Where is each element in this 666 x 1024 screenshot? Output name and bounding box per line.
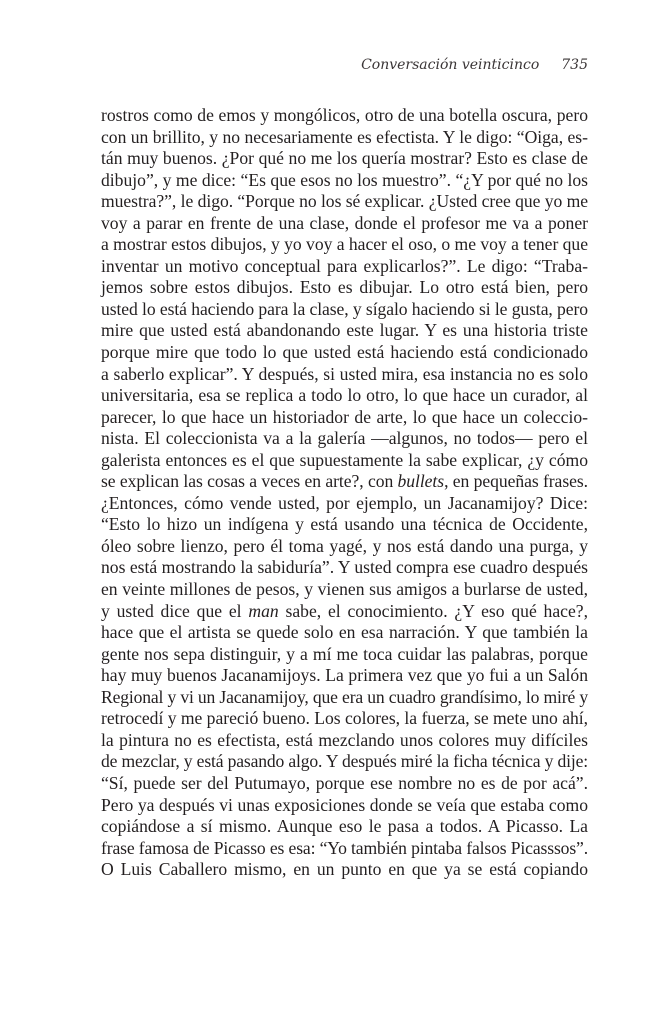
text-line: [101, 601, 588, 623]
text-run: , en pequeñas frases.: [444, 471, 588, 492]
text-run: “Esto lo hizo un indígena y está usando una técnica de Occidente,: [101, 514, 588, 535]
text-run: nos está mostrando la sabiduría”. Y usted compra ese cuadro después: [101, 557, 588, 578]
text-run: retrocedí y me pareció bueno. Los colores, la fuerza, se mete uno ahí,: [101, 708, 588, 729]
text-line: [101, 730, 588, 752]
text-line: [101, 859, 588, 881]
text-line: [101, 191, 588, 213]
text-line: [101, 644, 588, 666]
text-line: [101, 557, 588, 579]
text-line: [101, 148, 588, 170]
text-run: dibujo”, y me dice: “Es que esos no los muestro”. “¿Y por qué no los: [101, 169, 588, 190]
text-line: [101, 342, 588, 364]
text-line: [101, 127, 588, 149]
text-run: mire que usted está abandonando este lugar. Y es una historia triste: [101, 320, 588, 341]
text-line: [101, 428, 588, 450]
text-line: [101, 838, 588, 860]
text-run: jemos sobre estos dibujos. Esto es dibujar. Lo otro está bien, pero: [101, 277, 588, 298]
text-run: en veinte millones de pesos, y vienen sus amigos a burlarse de usted,: [101, 579, 588, 600]
text-run: gente nos sepa distinguir, y a mí me toca cuidar las palabras, porque: [101, 643, 588, 664]
text-run: a saberlo explicar”. Y después, si usted mira, esa instancia no es solo: [101, 363, 588, 384]
text-line: [101, 213, 588, 235]
text-line: [101, 773, 588, 795]
text-line: [101, 277, 588, 299]
text-run: “Sí, puede ser del Putumayo, porque ese nombre no es de por acá”.: [101, 772, 588, 793]
text-line: [101, 450, 588, 472]
text-run: y usted dice que el: [101, 600, 249, 621]
text-line: [101, 105, 588, 127]
text-run: Pero ya después vi unas exposiciones donde se veía que estaba como: [101, 794, 588, 815]
text-line: [101, 299, 588, 321]
text-run: parecer, lo que hace un historiador de arte, lo que hace un coleccio-: [101, 406, 588, 427]
text-line: [101, 364, 588, 386]
text-run: se explican las cosas a veces en arte?, con: [101, 471, 398, 492]
text-line: [101, 536, 588, 558]
text-run: la pintura no es efectista, está mezclando unos colores muy difíciles: [101, 729, 588, 750]
text-line: [101, 665, 588, 687]
text-run: hace que el artista se quede solo en esa narración. Y que también la: [101, 622, 588, 643]
text-line: [101, 407, 588, 429]
text-run: O Luis Caballero mismo, en un punto en que ya se está copiando: [101, 859, 588, 880]
text-run: a mostrar estos dibujos, y yo voy a hacer el oso, o me voy a tener que: [101, 234, 588, 255]
italic-term: man: [248, 600, 279, 621]
text-run: sabe, el conocimiento. ¿Y eso qué hace?,: [278, 600, 588, 621]
text-run: de mezclar, y está pasando algo. Y después miré la ficha técnica y dije:: [101, 751, 588, 772]
text-run: tán muy buenos. ¿Por qué no me los quería mostrar? Esto es clase de: [101, 148, 588, 169]
text-line: [101, 320, 588, 342]
text-run: galerista entonces es el que supuestamente la sabe explicar, ¿y cómo: [101, 449, 588, 470]
text-line: [101, 816, 588, 838]
text-line: [101, 708, 588, 730]
text-run: voy a parar en frente de una clase, donde el profesor me va a poner: [101, 212, 588, 233]
text-run: usted lo está haciendo para la clase, y sígalo haciendo si le gusta, pero: [101, 298, 588, 319]
running-head: [361, 57, 588, 73]
text-line: [101, 751, 588, 773]
body-text: [101, 105, 588, 881]
text-run: nista. El coleccionista va a la galería —algunos, no todos— pero el: [101, 428, 588, 449]
text-line: [101, 256, 588, 278]
text-run: universitaria, esa se replica a todo lo otro, lo que hace un curador, al: [101, 385, 588, 406]
text-run: ¿Entonces, cómo vende usted, por ejemplo, un Jacanamijoy? Dice:: [101, 492, 588, 513]
running-title: Conversación veinticinco: [361, 57, 540, 73]
text-run: rostros como de emos y mongólicos, otro de una botella oscura, pero: [101, 105, 588, 125]
text-run: muestra?”, le digo. “Porque no los sé explicar. ¿Usted cree que yo me: [101, 191, 588, 212]
text-line: [101, 170, 588, 192]
text-line: [101, 471, 588, 493]
text-line: [101, 493, 588, 515]
text-line: [101, 514, 588, 536]
text-line: [101, 234, 588, 256]
text-line: [101, 385, 588, 407]
text-run: frase famosa de Picasso es esa: “Yo también pintaba falsos Picasssos”.: [101, 837, 588, 858]
text-run: Regional y vi un Jacanamijoy, que era un cuadro grandísimo, lo miré y: [101, 686, 588, 707]
text-run: copiándose a sí mismo. Aunque eso le pasa a todos. A Picasso. La: [101, 816, 588, 837]
text-run: hay muy buenos Jacanamijoys. La primera vez que yo fui a un Salón: [101, 665, 588, 686]
text-line: [101, 579, 588, 601]
italic-term: bullets: [397, 471, 445, 492]
text-run: porque mire que todo lo que usted está haciendo está condicionado: [101, 342, 588, 363]
text-line: [101, 622, 588, 644]
text-run: con un brillito, y no necesariamente es efectista. Y le digo: “Oiga, es-: [101, 126, 588, 147]
text-run: óleo sobre lienzo, pero él toma yagé, y nos está dando una purga, y: [101, 535, 588, 556]
page-number: 735: [561, 57, 588, 73]
text-line: [101, 795, 588, 817]
text-line: [101, 687, 588, 709]
text-run: inventar un motivo conceptual para explicarlos?”. Le digo: “Traba-: [101, 255, 588, 276]
